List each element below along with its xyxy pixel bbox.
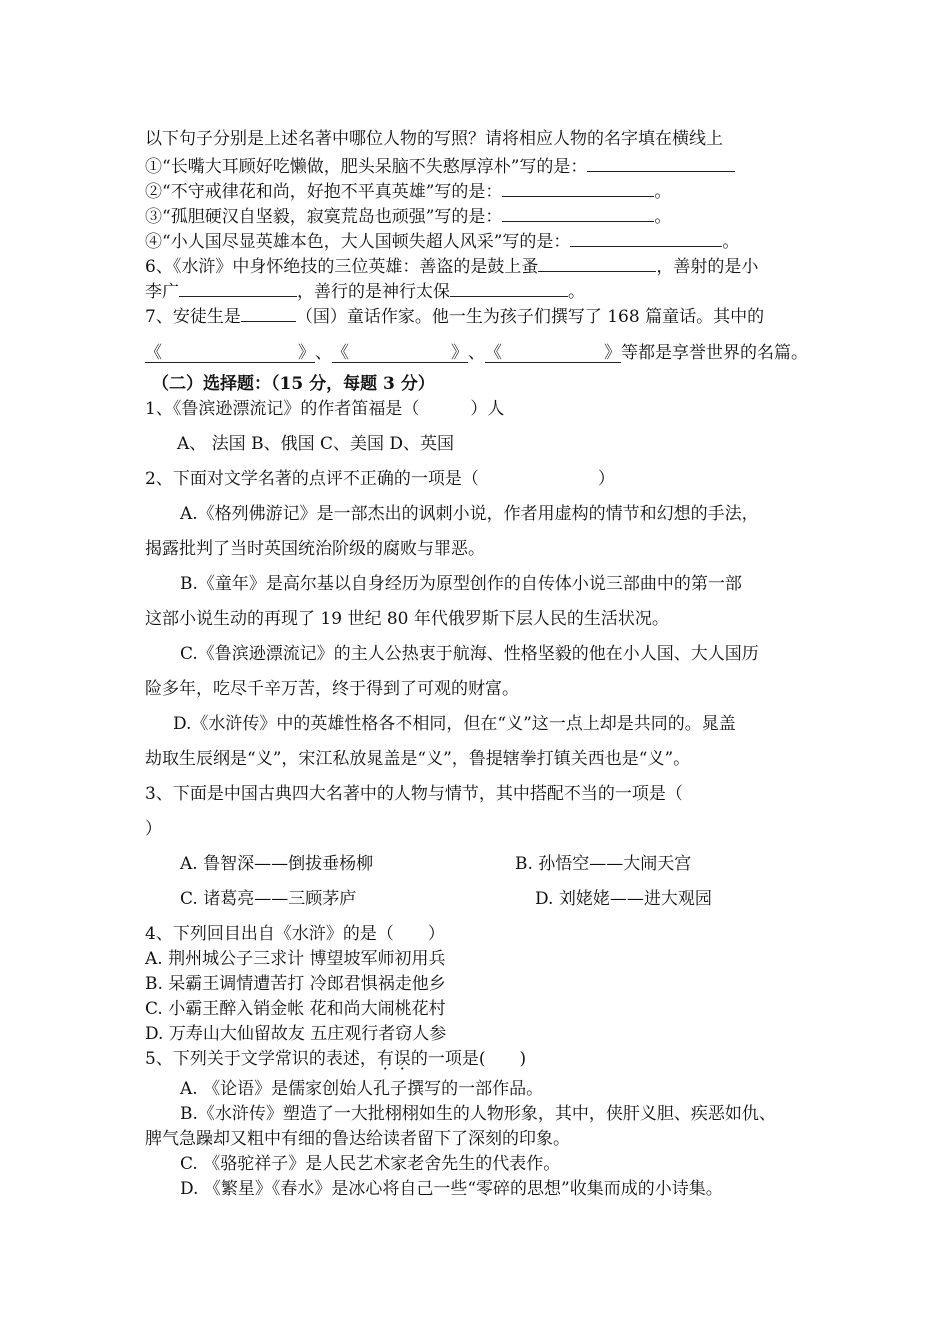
emphasis-mark-1: 有 xyxy=(376,1049,394,1069)
question-2-option-d-cont: 劫取生辰纲是“义”，宋江私放晁盖是“义”，鲁提辖拳打镇关西也是“义”。 xyxy=(145,749,691,769)
question-2-option-b-cont: 这部小说生动的再现了 19 世纪 80 年代俄罗斯下层人民的生活状况。 xyxy=(145,609,669,629)
question-1-options: A、 法国 B、俄国 C、美国 D、英国 xyxy=(177,434,455,454)
question-2-option-c-cont: 险多年，吃尽千辛万苦，终于得到了可观的财富。 xyxy=(145,679,519,699)
question-6-line-1: 6、《水浒》中身怀绝技的三位英雄：善盗的是鼓上蚤 ，善射的是小 xyxy=(145,253,758,278)
question-3-option-b: B. 孙悟空——大闹天宫 xyxy=(515,854,692,874)
answer-blank-q7-book-2[interactable]: 《 》 xyxy=(332,343,468,363)
question-3: 3、下面是中国古典四大名著中的人物与情节，其中搭配不当的一项是（ xyxy=(145,784,683,804)
question-4-option-d: D. 万寿山大仙留故友 五庄观行者窃人参 xyxy=(145,1024,447,1044)
question-5-option-b-cont: 脾气急躁却又粗中有细的鲁达给读者留下了深刻的印象。 xyxy=(145,1129,570,1149)
question-2-option-b: B.《童年》是高尔基以自身经历为原型创作的自传体小说三部曲中的第一部 xyxy=(180,574,742,594)
question-2: 2、下面对文学名著的点评不正确的一项是（ ） xyxy=(145,469,615,489)
question-6-line-2: 李广 ，善行的是神行太保 。 xyxy=(145,278,585,303)
question-3-cont: ） xyxy=(145,819,162,839)
answer-blank-q6-b[interactable] xyxy=(179,278,297,297)
emphasis-mark-2: 误 xyxy=(393,1049,411,1069)
question-2-option-a: A.《格列佛游记》是一部杰出的讽刺小说，作者用虚构的情节和幻想的手法， xyxy=(180,504,759,524)
question-3-option-d: D. 刘姥姥——进大观园 xyxy=(535,889,712,909)
fill-item-2: ②“不守戒律花和尚，好抱不平真英雄”写的是： 。 xyxy=(145,178,671,203)
fill-item-4: ④“小人国尽显英雄本色，大人国顿失超人风采”写的是： 。 xyxy=(145,228,739,253)
answer-blank-q7-book-3[interactable]: 《 》 xyxy=(485,343,621,363)
answer-blank-2[interactable] xyxy=(502,178,654,197)
question-4-option-c: C. 小霸王醉入销金帐 花和尚大闹桃花村 xyxy=(145,999,446,1019)
answer-blank-q7-book-1[interactable]: 《 》 xyxy=(145,343,315,363)
question-5-option-d: D. 《繁星》《春水》是冰心将自己一些“零碎的思想”收集而成的小诗集。 xyxy=(180,1179,723,1199)
question-2-option-c: C.《鲁滨逊漂流记》的主人公热衷于航海、性格坚毅的他在小人国、大人国历 xyxy=(180,644,759,664)
section2-heading: （二）选择题：（15 分，每题 3 分） xyxy=(152,374,435,394)
section1-intro: 以下句子分别是上述名著中哪位人物的写照？请将相应人物的名字填在横线上 xyxy=(145,129,723,149)
answer-blank-q6-c[interactable] xyxy=(450,278,568,297)
question-7-line-2: 《 》、《 》、《 》等都是享誉世界的名篇。 xyxy=(145,343,808,363)
question-2-option-a-cont: 揭露批判了当时英国统治阶级的腐败与罪恶。 xyxy=(145,539,485,559)
question-7-line-1: 7、安徒生是 （国）童话作家。他一生为孩子们撰写了 168 篇童话。其中的 xyxy=(145,303,764,328)
question-3-option-c: C. 诸葛亮——三顾茅庐 xyxy=(180,889,357,909)
question-5-option-c: C. 《骆驼祥子》是人民艺术家老舍先生的代表作。 xyxy=(180,1154,561,1174)
answer-blank-q7-country[interactable] xyxy=(241,303,296,322)
answer-blank-q6-a[interactable] xyxy=(538,253,656,272)
answer-blank-4[interactable] xyxy=(570,228,722,247)
answer-blank-3[interactable] xyxy=(502,203,654,222)
fill-item-1: ①“长嘴大耳顾好吃懒做，肥头呆脑不失憨厚淳朴”写的是： xyxy=(145,153,735,178)
answer-blank-1[interactable] xyxy=(587,153,735,172)
question-4-option-a: A. 荆州城公子三求计 博望坡军师初用兵 xyxy=(145,949,446,969)
question-4: 4、下列回目出自《水浒》的是（ ） xyxy=(145,924,445,944)
question-3-option-a: A. 鲁智深——倒拔垂杨柳 xyxy=(180,854,374,874)
question-4-option-b: B. 呆霸王调情遭苦打 冷郎君惧祸走他乡 xyxy=(145,974,446,994)
question-5: 5、下列关于文学常识的表述，有误的一项是( ) xyxy=(145,1049,527,1069)
question-5-option-b: B.《水浒传》塑造了一大批栩栩如生的人物形象，其中，侠肝义胆、疾恶如仇、 xyxy=(180,1104,776,1124)
question-2-option-d: D.《水浒传》中的英雄性格各不相同，但在“义”这一点上却是共同的。晁盖 xyxy=(173,714,736,734)
fill-item-3: ③“孤胆硬汉自坚毅，寂寞荒岛也顽强”写的是： 。 xyxy=(145,203,671,228)
question-5-option-a: A. 《论语》是儒家创始人孔子撰写的一部作品。 xyxy=(180,1079,544,1099)
question-1: 1、《鲁滨逊漂流记》的作者笛福是（ ）人 xyxy=(145,399,505,419)
